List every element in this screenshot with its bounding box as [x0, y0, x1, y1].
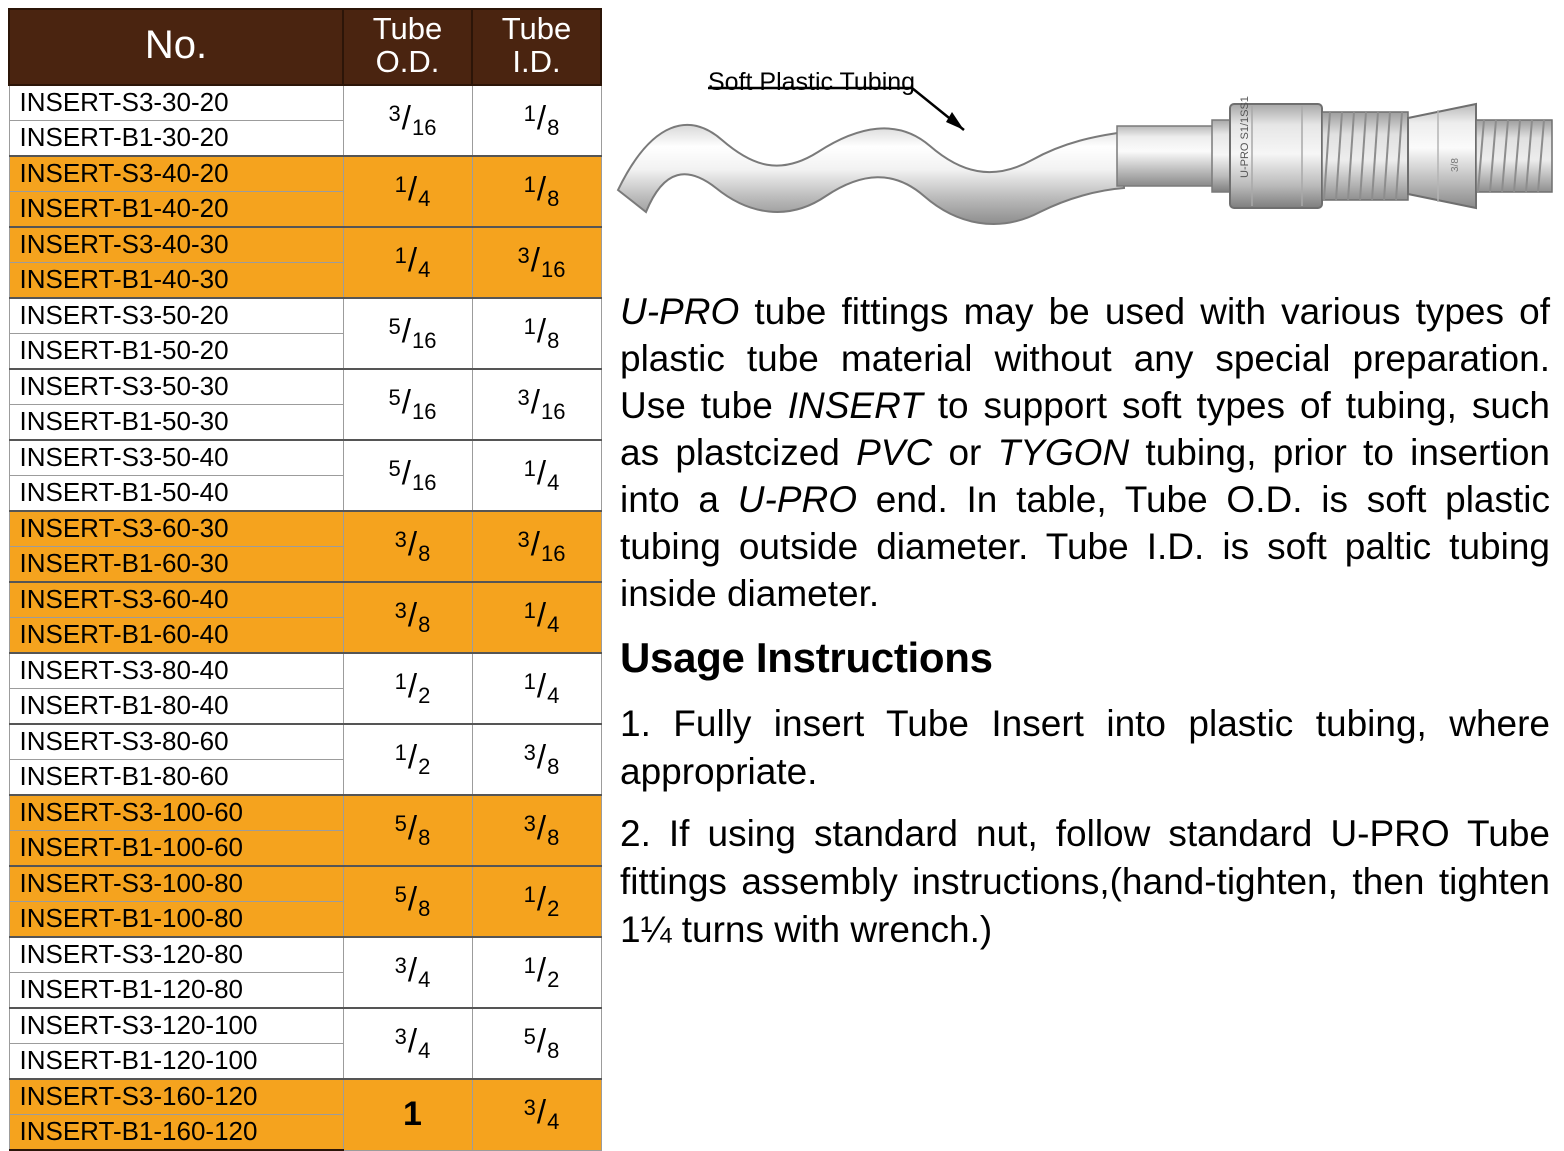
- text-run: INSERT: [787, 385, 923, 426]
- right-column: [612, 0, 1556, 1083]
- tube-id-cell: $^3/_8$: [472, 724, 601, 795]
- tube-od-cell: $^3/_4$: [343, 1008, 472, 1079]
- tube-id-cell: $^1/_2$: [472, 866, 601, 937]
- tube-id-cell: $^3/_{16}$: [472, 369, 601, 440]
- tube-id-cell: $^5/_8$: [472, 1008, 601, 1079]
- tube-od-cell: $^5/_8$: [343, 866, 472, 937]
- usage-instructions-heading: Usage Instructions: [620, 634, 993, 681]
- part-number-cell: INSERT-S3-50-40: [9, 440, 343, 476]
- part-number-cell: INSERT-B1-80-60: [9, 760, 343, 796]
- parts-table-container: [8, 8, 600, 1151]
- part-number-cell: INSERT-B1-100-80: [9, 902, 343, 938]
- body-marking-text: U-PRO S1/1SS1: [1239, 96, 1251, 178]
- text-run: Tube fittings assembly instructions,(hand-tighten, then tighten 1¼ turns with wrench.): [620, 813, 1551, 950]
- table-row: [9, 795, 601, 831]
- tube-id-cell: $^1/_4$: [472, 582, 601, 653]
- tube-od-cell: $^3/_{16}$: [343, 85, 472, 156]
- part-number-cell: INSERT-S3-30-20: [9, 85, 343, 121]
- part-number-cell: INSERT-B1-30-20: [9, 121, 343, 157]
- tube-od-cell: $^1/_4$: [343, 156, 472, 227]
- callout-arrowhead: [946, 112, 964, 130]
- table-row: [9, 511, 601, 547]
- usage-steps: [620, 700, 1550, 968]
- usage-step-2: [620, 810, 1550, 954]
- part-number-cell: INSERT-S3-160-120: [9, 1079, 343, 1115]
- parts-table: [8, 8, 602, 1151]
- part-number-cell: INSERT-S3-100-60: [9, 795, 343, 831]
- text-run: or: [932, 432, 998, 473]
- tube-od-cell: $^1/_4$: [343, 227, 472, 298]
- text-run: 2. If using standard nut, follow standard: [620, 813, 1331, 854]
- table-header: [9, 9, 601, 85]
- product-figure: [612, 0, 1556, 275]
- tube-od-cell: $^3/_8$: [343, 511, 472, 582]
- table-row: [9, 1008, 601, 1044]
- table-row: [9, 937, 601, 973]
- column-header-tube-od: [343, 9, 472, 85]
- tube-od-cell: $^5/_{16}$: [343, 369, 472, 440]
- column-header-tube-id-line1: Tube: [501, 11, 572, 46]
- text-run: PVC: [856, 432, 933, 473]
- table-row: [9, 227, 601, 263]
- text-run: end. In table, Tube O.D. is soft plastic tubing outside diameter. Tube I.D. is soft paltic tubing inside diameter.: [620, 479, 1550, 614]
- tube-insert-end: [1117, 126, 1217, 186]
- tube-id-cell: $^3/_{16}$: [472, 511, 601, 582]
- part-number-cell: INSERT-S3-120-80: [9, 937, 343, 973]
- text-run: tube fittings may be used with various types of plastic tube material without any special preparation. Use tube: [620, 291, 1550, 426]
- part-number-cell: INSERT-B1-160-120: [9, 1115, 343, 1151]
- hex-nut: [1408, 104, 1476, 208]
- tube-id-cell: $^1/_8$: [472, 85, 601, 156]
- table-row: [9, 866, 601, 902]
- table-row: [9, 369, 601, 405]
- text-run: U-PRO: [737, 479, 857, 520]
- tube-id-cell: $^3/_8$: [472, 795, 601, 866]
- part-number-cell: INSERT-S3-100-80: [9, 866, 343, 902]
- tube-od-cell: $^5/_8$: [343, 795, 472, 866]
- part-number-cell: INSERT-S3-40-30: [9, 227, 343, 263]
- part-number-cell: INSERT-B1-50-40: [9, 476, 343, 512]
- tube-od-cell: $^3/_4$: [343, 937, 472, 1008]
- part-number-cell: INSERT-S3-50-30: [9, 369, 343, 405]
- column-header-tube-id: [472, 9, 601, 85]
- tube-id-cell: $^1/_2$: [472, 937, 601, 1008]
- tube-id-cell: $^3/_4$: [472, 1079, 601, 1150]
- part-number-cell: INSERT-S3-60-40: [9, 582, 343, 618]
- part-number-cell: INSERT-S3-80-40: [9, 653, 343, 689]
- column-header-tube-od-line2: O.D.: [375, 44, 440, 79]
- tube-od-cell: $^1/_2$: [343, 724, 472, 795]
- table-header-row: [9, 9, 601, 85]
- tube-od-cell: $^5/_{16}$: [343, 440, 472, 511]
- text-run: U-PRO: [1330, 813, 1450, 854]
- part-number-cell: INSERT-B1-100-60: [9, 831, 343, 867]
- part-number-cell: INSERT-B1-60-30: [9, 547, 343, 583]
- part-number-cell: INSERT-S3-60-30: [9, 511, 343, 547]
- column-header-tube-id-line2: I.D.: [512, 44, 561, 79]
- table-row: [9, 85, 601, 121]
- tube-od-cell: 1: [343, 1079, 472, 1150]
- text-run: tubing, prior to insertion into a: [620, 432, 1550, 520]
- thread-section-2: [1476, 120, 1552, 192]
- table-row: [9, 440, 601, 476]
- intro-paragraph-text: [620, 288, 1550, 617]
- table-row: [9, 1079, 601, 1115]
- tube-id-cell: $^1/_8$: [472, 156, 601, 227]
- intro-paragraph: [620, 288, 1550, 617]
- tube-od-cell: $^3/_8$: [343, 582, 472, 653]
- table-row: [9, 582, 601, 618]
- part-number-cell: INSERT-S3-50-20: [9, 298, 343, 334]
- table-row: [9, 156, 601, 192]
- column-header-no: No.: [9, 9, 343, 85]
- part-number-cell: INSERT-B1-50-20: [9, 334, 343, 370]
- part-number-cell: INSERT-B1-60-40: [9, 618, 343, 654]
- part-number-cell: INSERT-B1-50-30: [9, 405, 343, 441]
- usage-step-1: 1. Fully insert Tube Insert into plastic tubing, where appropriate.: [620, 703, 1550, 792]
- table-row: [9, 653, 601, 689]
- table-row: [9, 298, 601, 334]
- fitting-illustration: [612, 0, 1556, 275]
- column-header-tube-od-line1: Tube: [372, 11, 443, 46]
- text-run: TYGON: [997, 432, 1130, 473]
- part-number-cell: INSERT-B1-40-20: [9, 192, 343, 228]
- table-body: [9, 85, 601, 1150]
- tube-id-cell: $^1/_8$: [472, 298, 601, 369]
- part-number-cell: INSERT-B1-120-100: [9, 1044, 343, 1080]
- tube-od-cell: $^5/_{16}$: [343, 298, 472, 369]
- hex-nut-marking: 3/8: [1450, 158, 1461, 172]
- text-run: to support soft types of tubing, such as plastcized: [620, 385, 1550, 473]
- part-number-cell: INSERT-B1-80-40: [9, 689, 343, 725]
- table-row: [9, 724, 601, 760]
- part-number-cell: INSERT-S3-80-60: [9, 724, 343, 760]
- tube-id-cell: $^1/_4$: [472, 440, 601, 511]
- part-number-cell: INSERT-S3-40-20: [9, 156, 343, 192]
- tube-id-cell: $^3/_{16}$: [472, 227, 601, 298]
- part-number-cell: INSERT-B1-120-80: [9, 973, 343, 1009]
- soft-tubing-shape: [618, 125, 1124, 224]
- tube-id-cell: $^1/_4$: [472, 653, 601, 724]
- tube-od-cell: $^1/_2$: [343, 653, 472, 724]
- part-number-cell: INSERT-B1-40-30: [9, 263, 343, 299]
- figure-callout-label: Soft Plastic Tubing: [708, 68, 916, 96]
- text-run: U-PRO: [620, 291, 740, 332]
- thread-section-1: [1322, 112, 1408, 200]
- part-number-cell: INSERT-S3-120-100: [9, 1008, 343, 1044]
